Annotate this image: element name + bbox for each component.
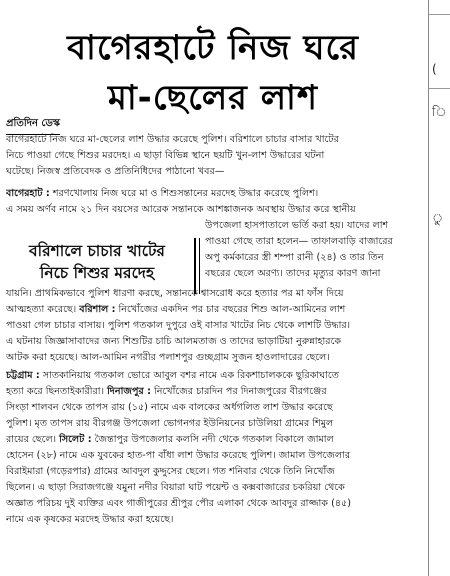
barishal-text: নিখোঁজের একদিন পর চার বছরের শিশু আল-আমিনের লাশ	[115, 304, 346, 315]
intro-line: ঘটেছে। নিজস্ব প্রতিবেদক ও প্রতিনিধিদের পাঠানো খবর—	[6, 166, 225, 177]
body-line: বিরাইমারা (গড়েরপার) গ্রামের আবদুল কুদ্দুসের ছেলে। গত শনিবার থেকে তিনি নিখোঁজ	[6, 466, 335, 477]
side-line: পাওয়া গেছে তারা হলেন— তাফালবাড়ি বাজারের	[205, 236, 393, 247]
body-text: আত্মহত্যা করেছে।	[6, 304, 80, 315]
column-fragment: ি	[432, 105, 447, 119]
column-rule	[429, 14, 450, 15]
body-text: রায়ের ছেলে।	[6, 434, 60, 445]
body-line: সিংড়া শালবন থেকে তাপস রায় (১৫) নামে এক বালকের অর্ধগলিত লাশ উদ্ধার করেছে	[6, 402, 333, 413]
ctg-text: সাতকানিয়ায় গতকাল ভোরে আবুল বশর নামে এক রিকশাচালককে ছুরিকাঘাতে	[39, 370, 339, 381]
column-rule	[429, 88, 450, 89]
intro-line: বাগেরহাটে নিজ ঘরে মা-ছেলের লাশ উদ্ধার করেছে পুলিশ। বরিশালে চাচার বাসার খাটের	[6, 134, 339, 145]
body-line: যায়নি। প্রাথমিকভাবে পুলিশ ধারণা করছে, সন্তানকে শ্বাসরোধ করে হত্যার পর মা ফাঁস দিয়ে	[6, 288, 344, 299]
ctg-line	[6, 368, 422, 384]
barishal-line	[6, 302, 422, 318]
dinajpur-label: দিনাজপুর :	[107, 386, 151, 397]
side-line: উপজেলা হাসপাতালে ভর্তি করা হয়। যাদের লাশ	[205, 220, 389, 231]
subheading-line-1: বরিশালে চাচার খাটের	[29, 242, 165, 260]
body-line: পাওয়া গেল চাচার বাসায়। পুলিশ গতকাল দুপুরে ওই বাসার খাটের নিচ থেকে লাশটি উদ্ধার।	[6, 320, 351, 331]
body-line: হোসেন (২৮) নামে এক যুবকের হাত-পা বাঁধা লাশ উদ্ধার করেছে পুলিশ। জামাল উপজেলার	[6, 450, 351, 461]
dinajpur-text: নিখোঁজের চারদিন পর দিনাজপুরের বীরগঞ্জের	[150, 386, 327, 397]
bagerhat-line-2: এ সময় অর্ণব নামে ২১ দিন বয়সের আরেক সন্তানকে আশঙ্কাজনক অবস্থায় উদ্ধার করে স্থানীয়	[6, 204, 356, 215]
side-line: অপু কর্মকারের স্ত্রী শম্পা রানী (২৪) ও তার তিন	[205, 252, 384, 263]
adjacent-column	[428, 0, 450, 576]
body-line: অজ্ঞাত পরিচয় দুই ব্যক্তির এবং গাজীপুরের শ্রীপুর পৌর এলাকা থেকে আবদুর রাজ্জাক (৪৫)	[6, 498, 352, 509]
bagerhat-label: বাগেরহাট :	[6, 188, 50, 199]
body-line: এ ঘটনায় জিজ্ঞাসাবাদের জন্য শিশুটির চাচি আলমতাজ ও তাদের ভাড়াটিয়া নুরুন্নাহারকে	[6, 336, 342, 347]
sylhet-line	[6, 432, 422, 448]
body-line: নামে এক কৃষকের মরদেহ উদ্ধার করা হয়েছে।	[6, 514, 174, 525]
side-line: বছরের ছেলে অরণ্য। তাদের মৃত্যুর কারণ জানা	[205, 268, 381, 279]
barishal-label: বরিশাল :	[79, 304, 116, 315]
desk-byline: প্রতিদিন ডেস্ক	[6, 116, 60, 135]
bagerhat-text: শরণখোলায় নিজ ঘরে মা ও শিশুসন্তানের মরদেহ উদ্ধার করেছে পুলিশ।	[49, 188, 319, 199]
ctg-text: হত্যা করে ছিনতাইকারীরা।	[6, 386, 108, 397]
body-line: পুলিশ। মৃত তাপস রায় বীরগঞ্জ উপজেলা ভোগনগর ইউনিয়নের চাউলিয়া গ্রামের শিমুল	[6, 418, 334, 429]
body-line: ছিলেন। এ ছাড়া সিরাজগঞ্জে যমুনা নদীর বিয়ারা ঘাট পয়েন্ট ও কক্সবাজারের চকরিয়া থেকে	[6, 482, 345, 493]
headline-line-1: বাগেরহাটে নিজ ঘরে	[67, 28, 359, 68]
headline-line-2: মা-ছেলের লাশ	[107, 78, 319, 118]
sylhet-label: সিলেট :	[59, 434, 92, 445]
subheading	[6, 240, 188, 282]
intro-line: নিচে পাওয়া গেছে শিশুর মরদেহ। এ ছাড়া বিভিন্ন স্থানে ছয়টি খুন-লাশ উদ্ধারের ঘটনা	[6, 150, 325, 161]
ctg-label: চট্টগ্রাম :	[6, 370, 40, 381]
sylhet-text: জৈন্তাপুর উপজেলার কলসি নদী থেকে গতকাল বিকালে জামাল	[91, 434, 334, 445]
column-fragment: (	[432, 62, 437, 76]
body-line: আটক করা হয়েছে। আল-আমিন নগরীর পলাশপুর গুচ্ছগ্রাম সুজন হাওলাদারের ছেলে।	[6, 352, 330, 363]
dinajpur-line	[6, 384, 422, 400]
subheading-line-2: নিচে শিশুর মরদেহ	[39, 264, 155, 282]
column-fragment: ু	[432, 211, 444, 225]
bagerhat-line	[6, 186, 422, 202]
